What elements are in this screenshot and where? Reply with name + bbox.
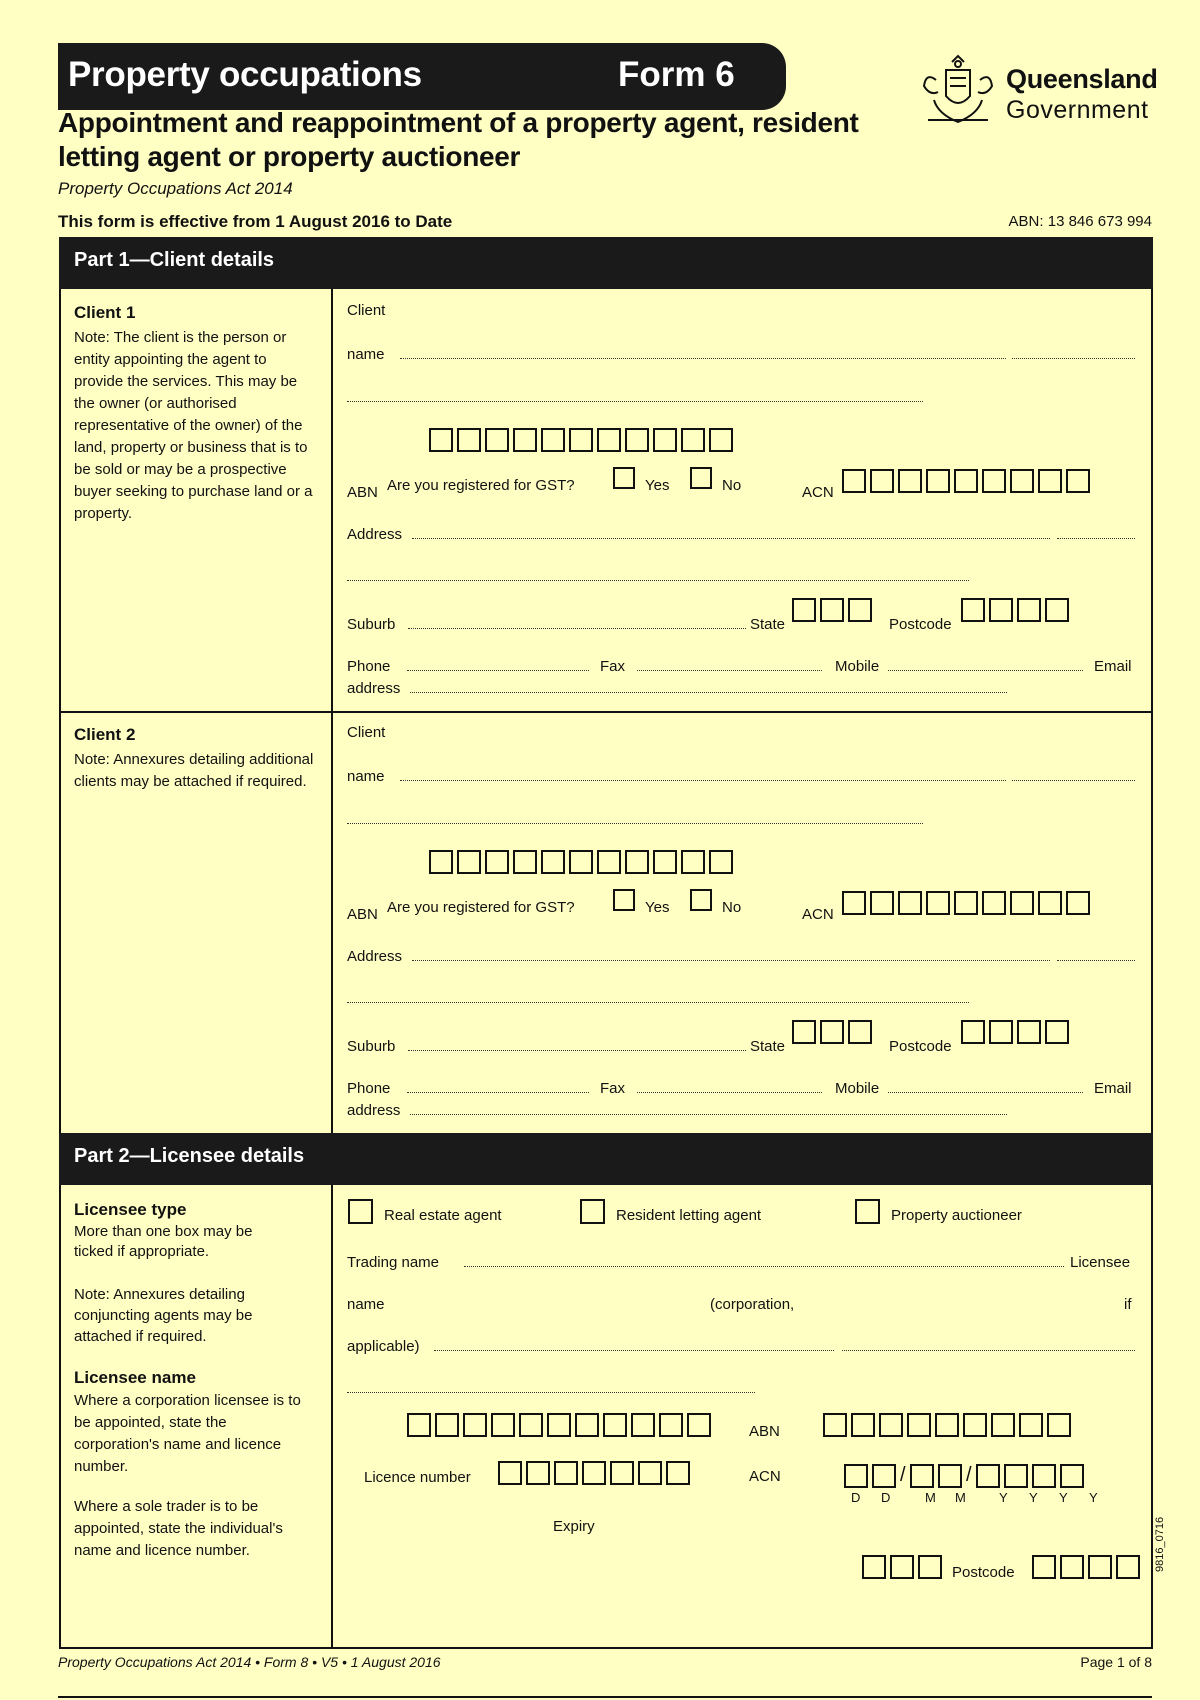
client1-address-field[interactable]	[412, 538, 1050, 539]
resident-letting-agent-label: Resident letting agent	[616, 1207, 762, 1224]
licensee-name-label: name	[347, 1296, 385, 1313]
corporation-label: (corporation,	[710, 1296, 795, 1313]
client2-suburb-field[interactable]	[408, 1050, 746, 1051]
page-number: Page 1 of 8	[1080, 1654, 1152, 1670]
client2-name-field-2[interactable]	[1012, 780, 1135, 781]
client2-state-label: State	[750, 1038, 786, 1055]
client1-address-field-2[interactable]	[1057, 538, 1135, 539]
part1-header: Part 1—Client details	[59, 237, 1153, 289]
licensee-postcode-boxes[interactable]	[1032, 1555, 1144, 1579]
client1-acn-boxes[interactable]	[842, 469, 1094, 493]
if-label: if	[1124, 1296, 1132, 1313]
applicable-label: applicable)	[347, 1338, 420, 1355]
form-subtitle: Appointment and reappointment of a property agent, resident letting agent or property auctioneer	[58, 107, 859, 172]
licensee-state-boxes[interactable]	[862, 1555, 946, 1579]
licensee-name-field-2[interactable]	[842, 1350, 1135, 1351]
logo-government: Government	[1006, 96, 1149, 124]
licensee-postcode-label: Postcode	[952, 1564, 1015, 1581]
client1-address-field-3[interactable]	[347, 580, 969, 581]
client2-acn-label: ACN	[802, 906, 834, 923]
client2-email-label: Email	[1094, 1080, 1132, 1097]
date-letter-m2: M	[955, 1490, 966, 1505]
client2-postcode-boxes[interactable]	[961, 1020, 1073, 1044]
licensee-sole-trader-note: Where a sole trader is to be appointed, state the individual's name and licence number.	[74, 1498, 283, 1559]
client2-fax-field[interactable]	[637, 1092, 822, 1093]
client2-gst-yes-checkbox[interactable]	[613, 889, 635, 911]
licensee-abn-label: ABN	[749, 1423, 780, 1440]
client2-postcode-label: Postcode	[889, 1038, 952, 1055]
client1-suburb-field[interactable]	[408, 628, 746, 629]
trading-name-label: Trading name	[347, 1254, 439, 1271]
client1-fax-field[interactable]	[637, 670, 822, 671]
client1-address-label: Address	[347, 526, 403, 543]
client1-heading: Client 1	[74, 303, 136, 322]
client1-state-label: State	[750, 616, 786, 633]
client1-email-address-label: address	[347, 680, 401, 697]
client1-abn-label: ABN	[347, 484, 378, 501]
licence-number-boxes[interactable]	[498, 1461, 694, 1485]
licensee-acn-label: ACN	[749, 1468, 781, 1485]
client1-gst-no-checkbox[interactable]	[690, 467, 712, 489]
form-number: Form 6	[618, 55, 735, 94]
licensee-type-heading: Licensee type	[74, 1200, 187, 1219]
client1-client-label: Client	[347, 302, 386, 319]
date-letter-y4: Y	[1089, 1490, 1098, 1505]
effective-date: This form is effective from 1 August 2016 to Date	[58, 212, 453, 231]
licence-number-label: Licence number	[364, 1469, 471, 1486]
client2-gst-no-label: No	[722, 899, 742, 916]
client2-address-field[interactable]	[412, 960, 1050, 961]
licensee-name-note: Where a corporation licensee is to be appointed, state the corporation's name and licence number.	[74, 1392, 301, 1475]
date-letter-y3: Y	[1059, 1490, 1068, 1505]
client2-state-boxes[interactable]	[792, 1020, 876, 1044]
queensland-government-logo	[916, 50, 1156, 136]
client1-abn-boxes[interactable]	[429, 428, 737, 452]
client2-abn-boxes[interactable]	[429, 850, 737, 874]
logo-queensland: Queensland	[1006, 64, 1158, 94]
client2-abn-label: ABN	[347, 906, 378, 923]
form-title: Property occupations	[68, 55, 422, 94]
real-estate-agent-label: Real estate agent	[384, 1207, 502, 1224]
licensee-abn-boxes[interactable]	[407, 1413, 715, 1437]
client1-mobile-field[interactable]	[888, 670, 1083, 671]
client2-gst-yes-label: Yes	[645, 899, 670, 916]
property-auctioneer-checkbox[interactable]	[855, 1199, 880, 1224]
client2-address-field-2[interactable]	[1057, 960, 1135, 961]
client2-address-label: Address	[347, 948, 403, 965]
client1-postcode-boxes[interactable]	[961, 598, 1073, 622]
client2-email-address-label: address	[347, 1102, 401, 1119]
client1-mobile-label: Mobile	[835, 658, 880, 675]
client2-note: Note: Annexures detailing additional clients may be attached if required.	[74, 751, 314, 790]
client1-gst-no-label: No	[722, 477, 742, 494]
client2-email-field[interactable]	[410, 1114, 1007, 1115]
expiry-date-boxes[interactable]: / /	[844, 1464, 1088, 1488]
property-auctioneer-label: Property auctioneer	[891, 1207, 1022, 1224]
client2-gst-no-checkbox[interactable]	[690, 889, 712, 911]
client-divider	[59, 711, 1153, 713]
client1-gst-question: Are you registered for GST?	[387, 477, 575, 494]
client1-name-field-3[interactable]	[347, 401, 923, 402]
client1-acn-label: ACN	[802, 484, 834, 501]
client2-gst-question: Are you registered for GST?	[387, 899, 575, 916]
licensee-name-field-3[interactable]	[347, 1392, 755, 1393]
expiry-label: Expiry	[553, 1518, 595, 1535]
date-letter-y1: Y	[999, 1490, 1008, 1505]
client2-suburb-label: Suburb	[347, 1038, 396, 1055]
client1-name-label: name	[347, 346, 385, 363]
licensee-acn-boxes[interactable]	[823, 1413, 1075, 1437]
act-name: Property Occupations Act 2014	[58, 179, 293, 198]
client1-name-field[interactable]	[400, 358, 1006, 359]
client1-email-field[interactable]	[410, 692, 1007, 693]
client2-acn-boxes[interactable]	[842, 891, 1094, 915]
client2-address-field-3[interactable]	[347, 1002, 969, 1003]
client2-name-field-3[interactable]	[347, 823, 923, 824]
client1-postcode-label: Postcode	[889, 616, 952, 633]
client2-phone-label: Phone	[347, 1080, 391, 1097]
client2-mobile-label: Mobile	[835, 1080, 880, 1097]
licensee-name-heading: Licensee name	[74, 1368, 196, 1387]
client1-state-boxes[interactable]	[792, 598, 876, 622]
client2-heading: Client 2	[74, 725, 136, 744]
client2-fax-label: Fax	[600, 1080, 626, 1097]
client1-email-label: Email	[1094, 658, 1132, 675]
client1-phone-label: Phone	[347, 658, 391, 675]
client2-client-label: Client	[347, 724, 386, 741]
licensee-annexure-note: Note: Annexures detailing conjuncting agents may be attached if required.	[74, 1286, 253, 1345]
licensee-name-field[interactable]	[434, 1350, 834, 1351]
client2-mobile-field[interactable]	[888, 1092, 1083, 1093]
licensee-type-note: More than one box may be ticked if appropriate.	[74, 1223, 253, 1260]
footer-left: Property Occupations Act 2014 • Form 8 • V5 • 1 August 2016	[58, 1654, 441, 1670]
client1-name-field-2[interactable]	[1012, 358, 1135, 359]
bottom-rule	[58, 1696, 1152, 1698]
side-form-code: 9816_0716	[1154, 1516, 1166, 1572]
coat-of-arms-icon	[916, 50, 1000, 134]
resident-letting-agent-checkbox[interactable]	[580, 1199, 605, 1224]
date-letter-d2: D	[881, 1490, 891, 1505]
date-letter-y2: Y	[1029, 1490, 1038, 1505]
part2-header: Part 2—Licensee details	[59, 1133, 1153, 1185]
trading-name-field[interactable]	[464, 1266, 1064, 1267]
client1-phone-field[interactable]	[407, 670, 589, 671]
date-letter-m1: M	[925, 1490, 936, 1505]
client1-fax-label: Fax	[600, 658, 626, 675]
header-abn: ABN: 13 846 673 994	[1008, 213, 1152, 230]
date-letter-d1: D	[851, 1490, 861, 1505]
real-estate-agent-checkbox[interactable]	[348, 1199, 373, 1224]
client1-gst-yes-checkbox[interactable]	[613, 467, 635, 489]
licensee-label: Licensee	[1070, 1254, 1131, 1271]
column-divider-2	[331, 1185, 333, 1649]
client2-name-field[interactable]	[400, 780, 1006, 781]
form-title-bar	[58, 43, 786, 110]
client2-name-label: name	[347, 768, 385, 785]
client2-phone-field[interactable]	[407, 1092, 589, 1093]
client1-gst-yes-label: Yes	[645, 477, 670, 494]
client1-note: Note: The client is the person or entity appointing the agent to provide the services. This may be the owner (or authorised representative of the owner) of the land, property or business that is to be sold or may be a prospective buyer seeking to purchase land or a property.	[74, 329, 313, 522]
client1-suburb-label: Suburb	[347, 616, 396, 633]
